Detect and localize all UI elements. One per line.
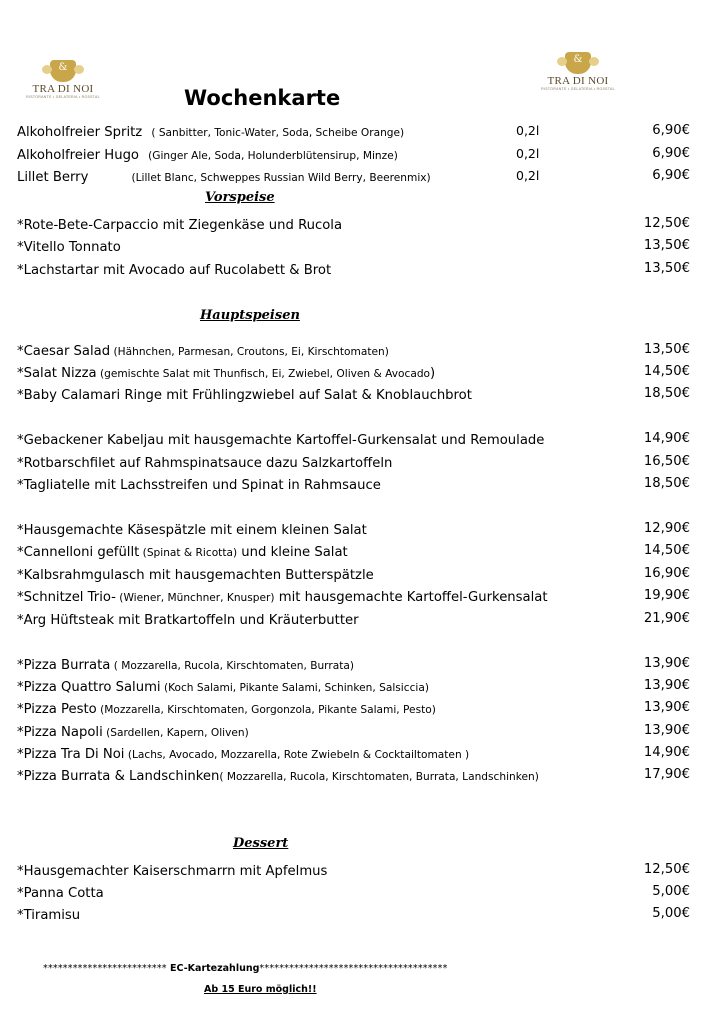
menu-item-name: *Cannelloni gefüllt [17,545,140,560]
menu-item-description: ( Mozzarella, Rucola, Kirschtomaten, Burrata) [110,660,354,672]
menu-item-description: (gemischte Salat mit Thunfisch, Ei, Zwiebel, Oliven & Avocado [96,368,431,380]
menu-item-name: *Gebackener Kabeljau mit hausgemachte Kartoffel-Gurkensalat und Remoulade [17,433,545,448]
drink-description: (Ginger Ale, Soda, Holunderblütensirup, Minze) [148,150,398,162]
menu-item-description: (Spinat & Ricotta) [139,547,238,559]
menu-item-name: *Lachstartar mit Avocado auf Rucolabett & Brot [17,263,332,278]
menu-item-name: *Pizza Napoli [17,725,103,740]
menu-item-row [17,429,544,449]
logo-subtitle: RISTORANTE • GELATERIA • ROSSTAL [26,95,100,100]
drink-price: 6,90€ [652,168,690,183]
menu-item-price: 14,50€ [643,543,690,558]
menu-item-name: *Kalbsrahmgulasch mit hausgemachten Butterspätzle [17,568,374,583]
drink-name: Alkoholfreier Hugo [17,148,140,163]
menu-item-row [17,519,367,539]
logo-subtitle: RISTORANTE • GELATERIA • ROSSTAL [541,87,615,92]
menu-item-name: *Pizza Burrata & Landschinken [17,769,220,784]
menu-item-price: 5,00€ [652,906,690,921]
drink-volume: 0,2l [516,146,540,161]
menu-item-name: *Pizza Pesto [17,702,97,717]
payment-label: EC-Kartezahlung [166,963,260,974]
drink-volume: 0,2l [516,123,540,138]
logo-right [530,52,626,91]
payment-minimum-note: Ab 15 Euro möglich!! [204,984,317,995]
drink-name: Alkoholfreier Spritz [17,125,143,140]
menu-item-row [17,259,331,279]
menu-item-row [17,654,354,674]
menu-item-row [17,698,436,718]
drink-price: 6,90€ [652,123,690,138]
menu-item-name: *Hausgemachte Käsespätzle mit einem kleinen Salat [17,523,367,538]
menu-item-row [17,882,104,902]
menu-item-price: 18,50€ [643,476,690,491]
menu-item-price: 5,00€ [652,884,690,899]
stars-left: ************************* [43,963,167,974]
menu-item-name: *Pizza Burrata [17,658,111,673]
menu-item-price: 13,90€ [643,678,690,693]
menu-item-row [17,452,392,472]
crest-icon: & [565,52,591,74]
menu-item-name-continued: und kleine Salat [237,545,348,560]
menu-item-row [17,564,374,584]
menu-item-price: 13,90€ [643,700,690,715]
menu-item-price: 12,90€ [643,521,690,536]
menu-item-price: 13,50€ [643,261,690,276]
drink-row [17,121,540,141]
logo-name: TRA DI NOI [547,75,609,87]
menu-item-price: 16,90€ [643,566,690,581]
menu-item-name: *Pizza Tra Di Noi [17,747,125,762]
menu-item-price: 19,90€ [643,588,690,603]
menu-item-row [17,362,435,382]
menu-item-row [17,721,249,741]
menu-item-name: *Schnitzel Trio- [17,590,116,605]
menu-item-price: 13,90€ [643,723,690,738]
menu-item-row [17,236,121,256]
menu-item-price: 18,50€ [643,386,690,401]
menu-item-row [17,904,80,924]
menu-item-name: *Rotbarschfilet auf Rahmspinatsauce dazu Salzkartoffeln [17,456,393,471]
menu-item-row [17,743,469,763]
drink-price: 6,90€ [652,146,690,161]
menu-item-description: (Hähnchen, Parmesan, Croutons, Ei, Kirschtomaten) [110,346,389,358]
menu-item-description: (Mozzarella, Kirschtomaten, Gorgonzola, Pikante Salami, Pesto) [96,704,436,716]
menu-item-price: 13,90€ [643,656,690,671]
menu-item-row [17,541,348,561]
menu-item-name: *Panna Cotta [17,886,104,901]
crest-icon: & [50,60,76,82]
menu-item-name: *Arg Hüftsteak mit Bratkartoffeln und Kräuterbutter [17,613,359,628]
menu-item-price: 21,90€ [643,611,690,626]
menu-item-name: *Vitello Tonnato [17,240,121,255]
menu-item-row [17,214,342,234]
menu-item-description: (Sardellen, Kapern, Oliven) [102,727,249,739]
section-heading-hauptspeisen: Hauptspeisen [200,308,300,323]
menu-item-row [17,384,472,404]
payment-note [43,963,448,974]
menu-item-price: 13,50€ [643,342,690,357]
drink-row [17,144,540,164]
menu-item-price: 12,50€ [643,216,690,231]
menu-item-name: *Hausgemachter Kaiserschmarrn mit Apfelmus [17,864,328,879]
menu-item-row [17,765,539,785]
menu-item-name: *Pizza Quattro Salumi [17,680,161,695]
menu-item-price: 16,50€ [643,454,690,469]
menu-item-row [17,586,548,606]
drink-volume: 0,2l [516,168,540,183]
drink-name: Lillet Berry [17,170,89,185]
menu-item-name-continued: ) [430,366,436,381]
menu-item-description: (Lachs, Avocado, Mozzarella, Rote Zwiebeln & Cocktailtomaten ) [124,749,470,761]
menu-item-row [17,474,381,494]
menu-item-name: *Rote-Bete-Carpaccio mit Ziegenkäse und Rucola [17,218,343,233]
menu-item-price: 14,90€ [643,431,690,446]
menu-item-price: 12,50€ [643,862,690,877]
menu-item-name: *Tagliatelle mit Lachsstreifen und Spinat in Rahmsauce [17,478,381,493]
menu-item-name: *Tiramisu [17,908,81,923]
section-heading-vorspeise: Vorspeise [205,190,275,205]
drink-description: (Lillet Blanc, Schweppes Russian Wild Berry, Beerenmix) [131,172,431,184]
page-title: Wochenkarte [184,86,341,110]
drink-description: ( Sanbitter, Tonic-Water, Soda, Scheibe Orange) [151,127,405,139]
menu-item-price: 14,90€ [643,745,690,760]
menu-item-price: 13,50€ [643,238,690,253]
logo-name: TRA DI NOI [32,83,94,95]
menu-item-row [17,609,359,629]
menu-item-name: *Salat Nizza [17,366,97,381]
menu-item-row [17,676,429,696]
menu-item-description: (Koch Salami, Pikante Salami, Schinken, Salsiccia) [160,682,429,694]
menu-item-name: *Baby Calamari Ringe mit Frühlingzwiebel auf Salat & Knoblauchbrot [17,388,472,403]
menu-item-name-continued: mit hausgemachte Kartoffel-Gurkensalat [274,590,548,605]
stars-right: ************************************** [259,963,448,974]
drink-row [17,166,540,186]
menu-item-description: (Wiener, Münchner, Knusper) [115,592,275,604]
logo-left [15,60,111,99]
menu-item-row [17,860,327,880]
section-heading-dessert: Dessert [233,836,289,851]
menu-item-description: ( Mozzarella, Rucola, Kirschtomaten, Burrata, Landschinken) [219,771,539,783]
menu-item-row [17,340,389,360]
menu-item-name: *Caesar Salad [17,344,111,359]
menu-item-price: 14,50€ [643,364,690,379]
menu-item-price: 17,90€ [643,767,690,782]
